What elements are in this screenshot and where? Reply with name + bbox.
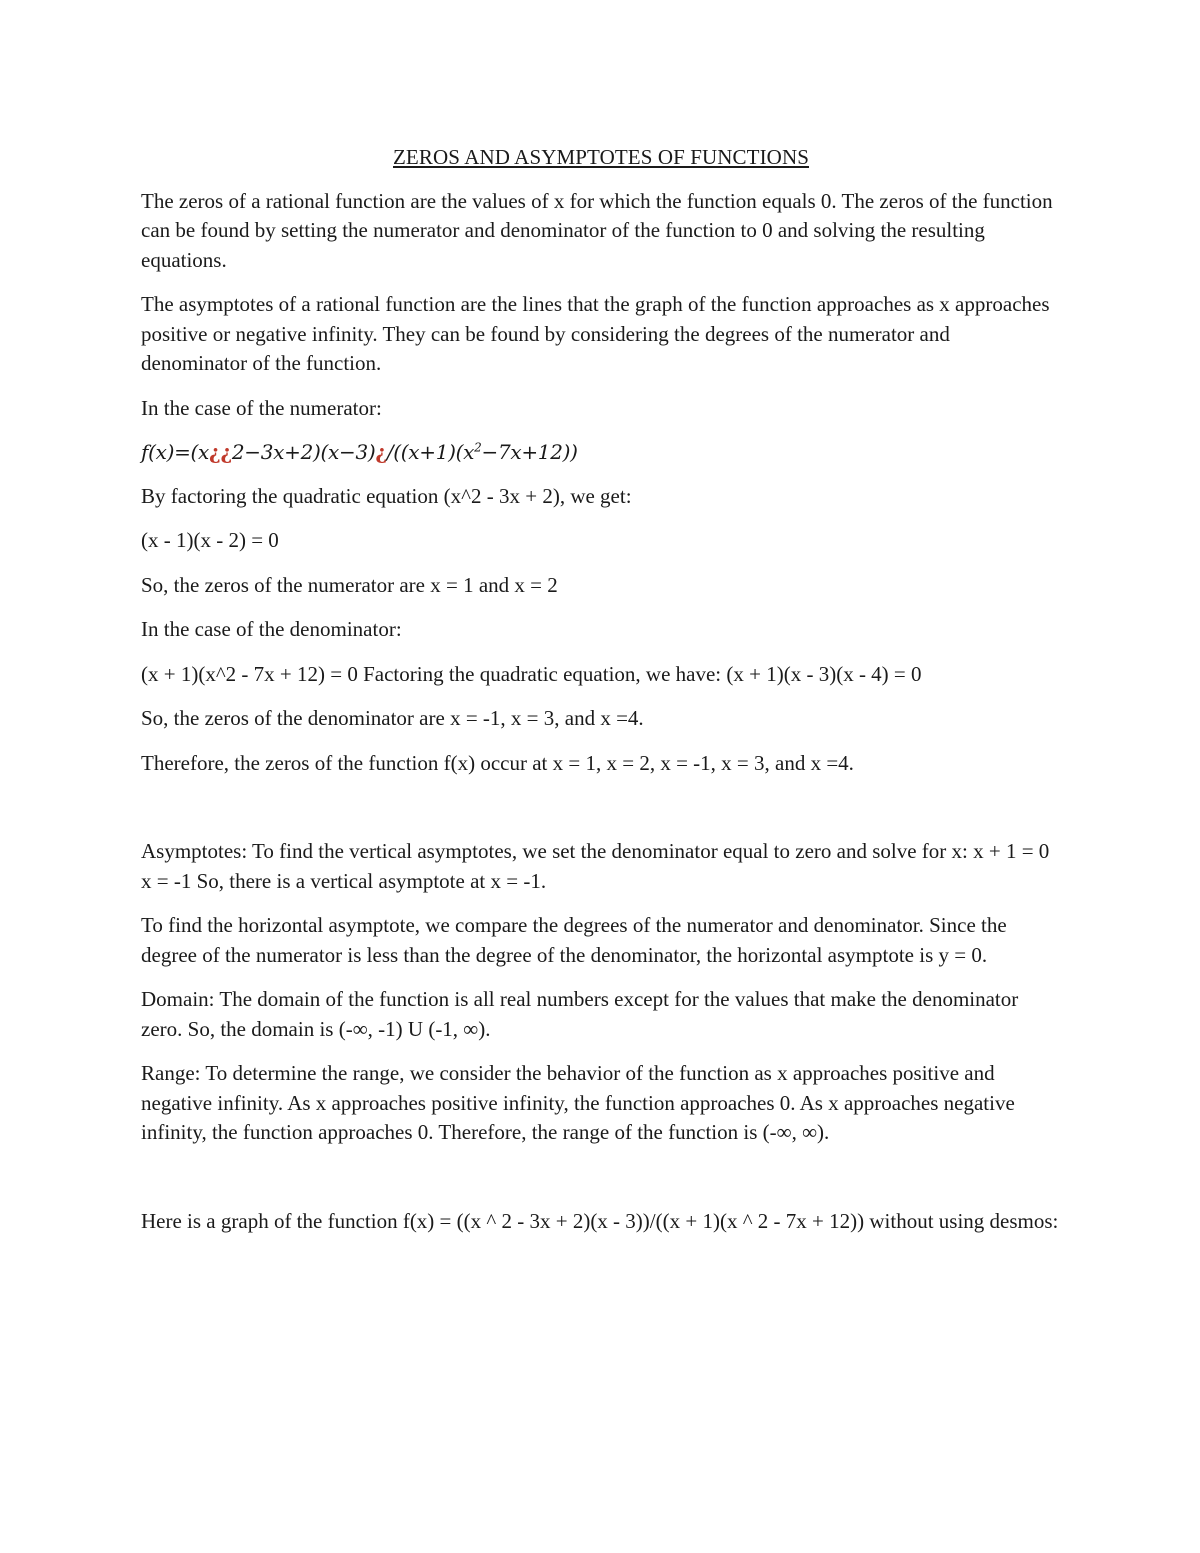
paragraph-domain: Domain: The domain of the function is all real numbers except for the values that make the denominator zero. So, the domain is (-∞, -1) U (-1, ∞). [141,987,1019,1041]
paragraph-function-zeros: Therefore, the zeros of the function f(x) occur at x = 1, x = 2, x = -1, x = 3, and x =4. [141,750,854,775]
paragraph-denominator-factoring: (x + 1)(x^2 - 7x + 12) = 0 Factoring the quadratic equation, we have: (x + 1)(x - 3)(x - 4) = 0 [141,661,922,686]
formula-exponent: 2 [474,440,482,455]
paragraph-zeros-intro: The zeros of a rational function are the values of x for which the function equals 0. The zeros of the function can be found by setting the numerator and denominator of the function to 0 and solving the resulting equations. [141,188,1053,272]
formula-part-1: f(x)=(x [141,440,210,464]
paragraph-horizontal-asymptote: To find the horizontal asymptote, we compare the degrees of the numerator and denominator. Since the degree of the numerator is less than the degree of the denominator, the horizontal asymptote is y = 0. [141,913,1007,967]
formula-glitch-2: ¿ [375,440,387,464]
paragraph-factored-numerator: (x - 1)(x - 2) = 0 [141,528,279,552]
document-page [141,143,1061,1251]
formula-part-4: −7x+12)) [481,440,578,464]
blank-line [141,793,1061,837]
paragraph-denominator-zeros: So, the zeros of the denominator are x = -1, x = 3, and x =4. [141,706,644,730]
paragraph-numerator-case: In the case of the numerator: [141,395,382,420]
function-formula [141,438,1061,468]
paragraph-denominator-case: In the case of the denominator: [141,617,402,641]
paragraph-asymptotes-intro: The asymptotes of a rational function are the lines that the graph of the function approaches as x approaches positive or negative infinity. They can be found by considering the degrees of the numerator and denominator of the function. [141,292,1050,375]
formula-part-3: /((x+1)(x [386,440,475,464]
paragraph-graph-intro: Here is a graph of the function f(x) = ((x ^ 2 - 3x + 2)(x - 3))/((x + 1)(x ^ 2 - 7x + 12)) without using desmos: [141,1208,1059,1233]
paragraph-numerator-zeros: So, the zeros of the numerator are x = 1 and x = 2 [141,572,558,597]
formula-part-2: 2−3x+2)(x−3) [231,440,376,464]
document-title: ZEROS AND ASYMPTOTES OF FUNCTIONS [393,145,809,169]
blank-line [141,1163,1061,1207]
paragraph-factoring-numerator: By factoring the quadratic equation (x^2 - 3x + 2), we get: [141,483,632,508]
formula-glitch-1: ¿¿ [209,440,232,464]
paragraph-range: Range: To determine the range, we consider the behavior of the function as x approaches positive and negative infinity. As x approaches positive infinity, the function approaches 0. As x approaches negative infinity, the function approaches 0. Therefore, the range of the function is (-∞, ∞). [141,1061,1015,1144]
paragraph-vertical-asymptotes: Asymptotes: To find the vertical asymptotes, we set the denominator equal to zero and solve for x: x + 1 = 0 x = -1 So, there is a vertical asymptote at x = -1. [141,839,1050,893]
